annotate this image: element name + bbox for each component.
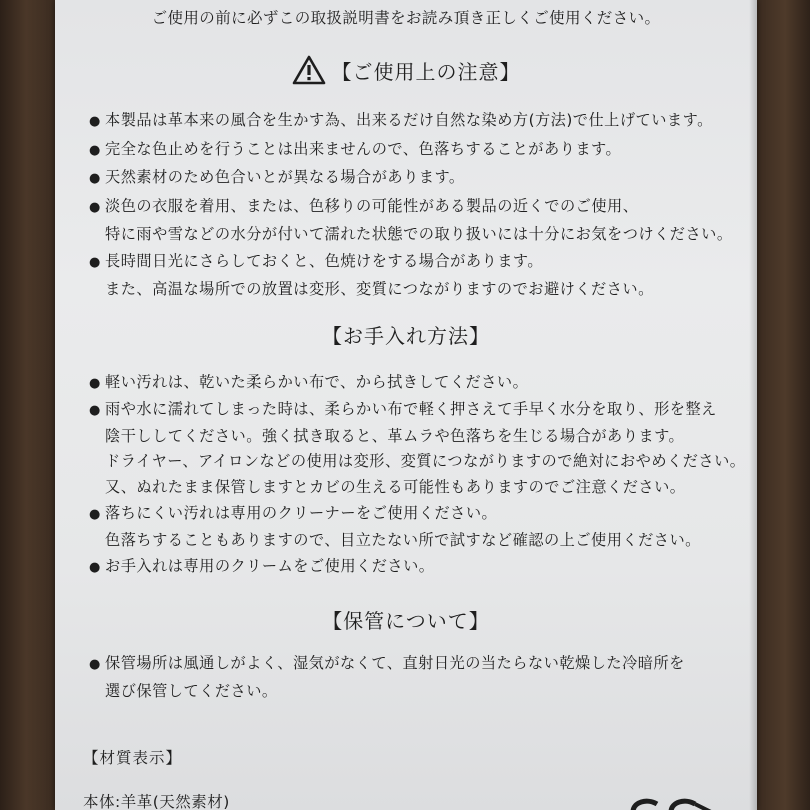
bullet: ● bbox=[89, 254, 101, 270]
bullet: ● bbox=[89, 142, 101, 158]
care-item bbox=[89, 370, 749, 397]
bullet: ● bbox=[89, 657, 101, 672]
care-item-continuation: 又、ぬれたまま保管しますとカビの生える可能性もありますのでご注意ください。 bbox=[105, 478, 686, 497]
storage-heading: 【保管について】 bbox=[322, 609, 490, 633]
bullet: ● bbox=[89, 506, 101, 522]
storage-item-text: 保管場所は風通しがよく、湿気がなくて、直射日光の当たらない乾燥した冷暗所を bbox=[105, 654, 685, 672]
bullet: ● bbox=[89, 199, 101, 215]
caution-item bbox=[89, 248, 749, 303]
wooden-frame-right bbox=[755, 0, 810, 810]
storage-item bbox=[89, 650, 749, 705]
care-item-text: 雨や水に濡れてしまった時は、柔らかい布で軽く押さえて手早く水分を取り、形を整え bbox=[105, 399, 717, 418]
care-item bbox=[89, 554, 749, 581]
caution-item-text: 淡色の衣服を着用、または、色移りの可能性がある製品の近くでのご使用、 bbox=[105, 196, 639, 215]
bullet: ● bbox=[89, 402, 101, 418]
caution-item bbox=[89, 164, 749, 193]
care-heading: 【お手入れ方法】 bbox=[322, 324, 490, 348]
bullet: ● bbox=[89, 114, 101, 129]
caution-item-continuation: 特に雨や雪などの水分が付いて濡れた状態での取り扱いには十分にお気をつけください。 bbox=[105, 225, 733, 243]
care-item-continuation: 色落ちすることもありますので、目立たない所で試すなど確認の上ご使用ください。 bbox=[105, 530, 701, 549]
document-body bbox=[55, 0, 757, 810]
caution-item bbox=[89, 107, 749, 136]
care-list bbox=[89, 370, 749, 580]
care-item-text: お手入れは専用のクリームをご使用ください。 bbox=[105, 556, 435, 575]
bullet: ● bbox=[89, 171, 101, 186]
brand-logo-partial bbox=[625, 798, 715, 810]
caution-item-text: 完全な色止めを行うことは出来ませんので、色落ちすることがあります。 bbox=[105, 139, 622, 158]
bullet: ● bbox=[89, 559, 101, 575]
storage-item-continuation: 選び保管してください。 bbox=[105, 682, 278, 700]
warning-triangle-icon bbox=[292, 55, 326, 85]
caution-item-text: 長時間日光にさらしておくと、色焼けをする場合があります。 bbox=[105, 251, 544, 270]
caution-item bbox=[89, 136, 749, 165]
material-label: 【材質表示】 bbox=[83, 749, 183, 767]
caution-list bbox=[89, 107, 749, 303]
care-item bbox=[89, 501, 749, 554]
caution-item-text: 本製品は革本来の風合を生かす為、出来るだけ自然な染め方(方法)で仕上げています。 bbox=[105, 111, 713, 129]
bullet: ● bbox=[89, 376, 101, 391]
care-item-text: 軽い汚れは、乾いた柔らかい布で、から拭きしてください。 bbox=[105, 373, 529, 391]
caution-heading bbox=[55, 55, 757, 90]
care-item bbox=[89, 397, 749, 501]
caution-item bbox=[89, 193, 749, 248]
care-item-continuation: 陰干ししてください。強く拭き取ると、革ムラや色落ちを生じる場合があります。 bbox=[105, 426, 685, 445]
storage-list bbox=[89, 650, 749, 705]
care-item-text: 落ちにくい汚れは専用のクリーナーをご使用ください。 bbox=[105, 503, 498, 522]
caution-item-continuation: また、高温な場所での放置は変形、変質につながりますのでお避けください。 bbox=[105, 280, 654, 298]
caution-item-text: 天然素材のため色合いとが異なる場合があります。 bbox=[105, 168, 465, 186]
material-value: 本体:羊革(天然素材) bbox=[83, 793, 230, 810]
care-item-continuation: ドライヤー、アイロンなどの使用は変形、変質につながりますので絶対におやめください。 bbox=[105, 452, 746, 471]
caution-title: 【ご使用上の注意】 bbox=[331, 59, 521, 84]
instruction-sheet bbox=[55, 0, 757, 810]
intro-notice: ご使用の前に必ずこの取扱説明書をお読み頂き正しくご使用ください。 bbox=[151, 9, 661, 27]
wooden-frame-left bbox=[0, 0, 58, 810]
